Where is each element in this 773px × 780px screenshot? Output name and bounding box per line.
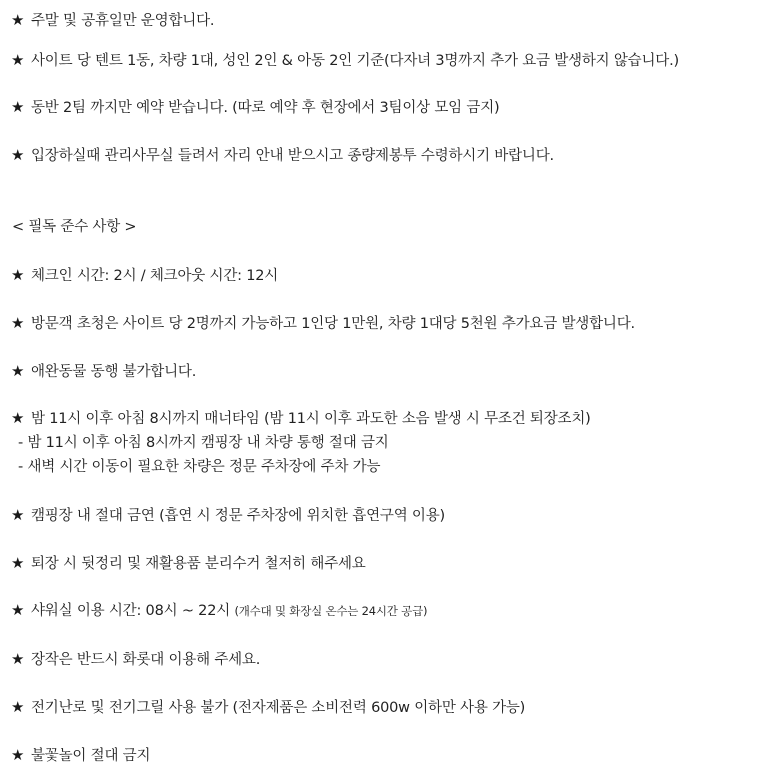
- star-bullet-icon: ★: [11, 698, 25, 716]
- star-bullet-icon: ★: [11, 554, 25, 572]
- notice-check-in-office: [11, 145, 554, 166]
- rule-text: 애완동물 동행 불가합니다.: [31, 364, 197, 380]
- rule-fireworks: [11, 745, 150, 766]
- rule-manner-time: [11, 408, 591, 429]
- rule-electric: [11, 697, 525, 718]
- star-bullet-icon: ★: [11, 650, 25, 668]
- notice-text: 사이트 당 텐트 1동, 차량 1대, 성인 2인 & 아동 2인 기준(다자녀 3명까지 추가 요금 발생하지 않습니다.): [31, 53, 679, 69]
- rule-text: 불꽃놀이 절대 금지: [31, 748, 151, 764]
- star-bullet-icon: ★: [11, 601, 25, 619]
- rule-text: 장작은 반드시 화롯대 이용해 주세요.: [31, 652, 261, 668]
- star-bullet-icon: ★: [11, 362, 25, 380]
- notice-group-limit: [11, 97, 499, 118]
- notice-text: 동반 2팀 까지만 예약 받습니다. (따로 예약 후 현장에서 3팀이상 모임 금지): [31, 100, 500, 116]
- rule-cleanup: [11, 553, 366, 574]
- star-bullet-icon: ★: [11, 506, 25, 524]
- rule-text: 캠핑장 내 절대 금연 (흡연 시 정문 주차장에 위치한 흡연구역 이용): [31, 508, 445, 524]
- rule-text: 전기난로 및 전기그릴 사용 불가 (전자제품은 소비전력 600w 이하만 사용 가능): [31, 700, 526, 716]
- star-bullet-icon: ★: [11, 409, 25, 427]
- rule-text: 샤워실 이용 시간: 08시 ~ 22시: [31, 603, 231, 619]
- star-bullet-icon: ★: [11, 51, 25, 69]
- rule-manner-sub-traffic: - 밤 11시 이후 아침 8시까지 캠핑장 내 차량 통행 절대 금지: [18, 435, 389, 451]
- rule-text: 체크인 시간: 2시 / 체크아웃 시간: 12시: [31, 268, 279, 284]
- star-bullet-icon: ★: [11, 11, 25, 29]
- rule-pets: [11, 361, 196, 382]
- notice-text: 주말 및 공휴일만 운영합니다.: [31, 13, 215, 29]
- rule-visitors: [11, 313, 635, 334]
- rule-text: 방문객 초청은 사이트 당 2명까지 가능하고 1인당 1만원, 차량 1대당 5천원 추가요금 발생합니다.: [31, 316, 635, 332]
- notice-site-capacity: [11, 50, 679, 71]
- star-bullet-icon: ★: [11, 266, 25, 284]
- notice-weekend-only: [11, 10, 214, 31]
- rule-shower: [11, 600, 427, 621]
- star-bullet-icon: ★: [11, 314, 25, 332]
- rule-checkin-time: [11, 265, 278, 286]
- rule-firewood: [11, 649, 260, 670]
- rule-no-smoking: [11, 505, 445, 526]
- rule-shower-note: (개수대 및 화장실 온수는 24시간 공급): [234, 604, 428, 618]
- rule-text: 퇴장 시 뒷정리 및 재활용품 분리수거 철저히 해주세요: [31, 556, 366, 572]
- rules-heading: < 필독 준수 사항 >: [12, 219, 137, 235]
- rule-manner-sub-parking: - 새벽 시간 이동이 필요한 차량은 정문 주차장에 주차 가능: [18, 459, 381, 475]
- star-bullet-icon: ★: [11, 98, 25, 116]
- star-bullet-icon: ★: [11, 146, 25, 164]
- star-bullet-icon: ★: [11, 746, 25, 764]
- notice-text: 입장하실때 관리사무실 들려서 자리 안내 받으시고 종량제봉투 수령하시기 바랍니다.: [31, 148, 554, 164]
- rule-text: 밤 11시 이후 아침 8시까지 매너타임 (밤 11시 이후 과도한 소음 발생 시 무조건 퇴장조치): [31, 411, 591, 427]
